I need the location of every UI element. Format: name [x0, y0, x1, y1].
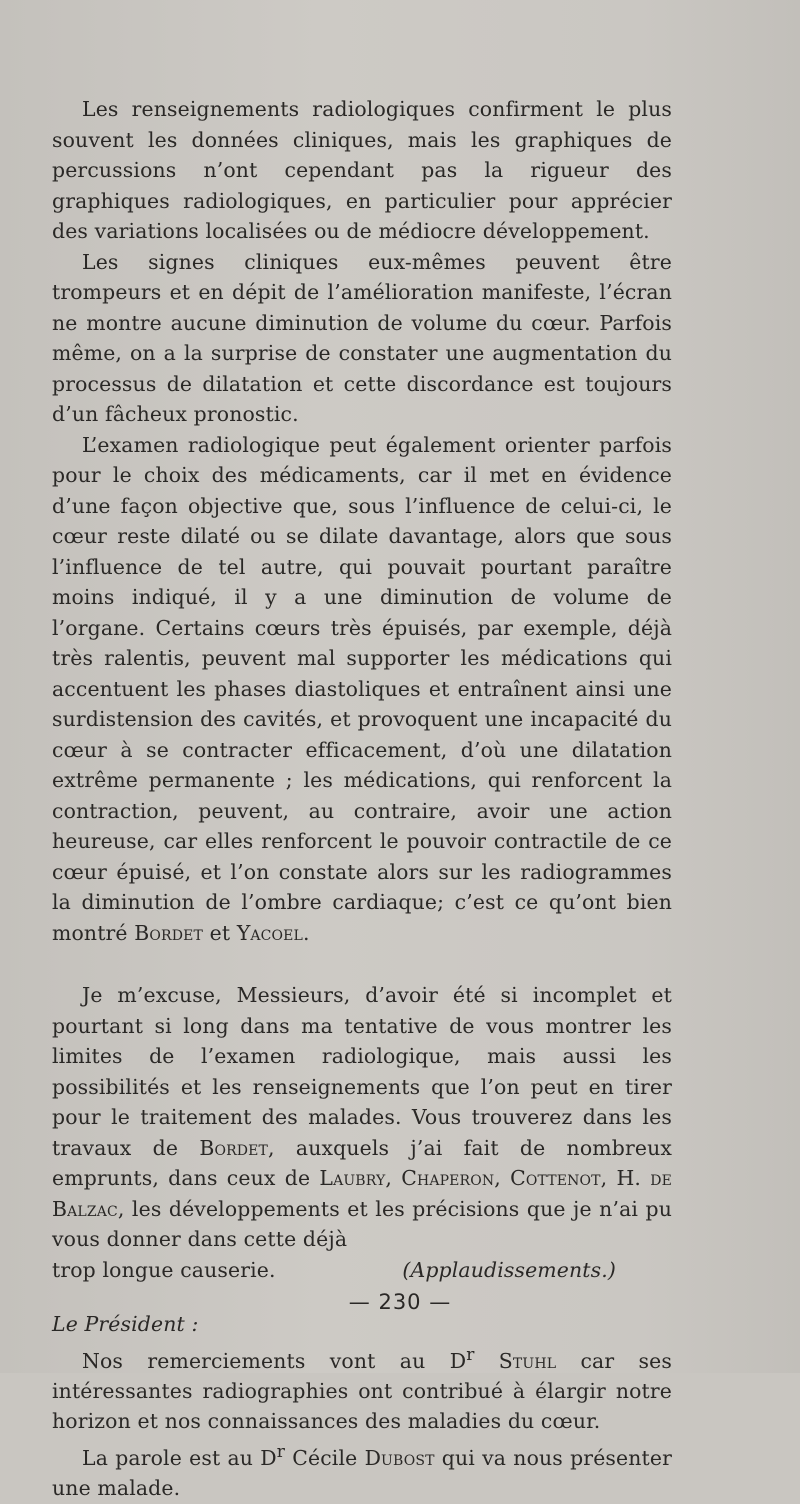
author-cottenot: Cottenot	[510, 1166, 601, 1190]
author-chaperon: Chaperon	[401, 1166, 495, 1190]
p4-text-6: , les développements et les précisions que je n’ai pu vous donner dans cette déjà	[52, 1196, 672, 1251]
paragraph-4	[52, 980, 672, 1255]
author-dubost: Dubost	[364, 1445, 435, 1470]
period: .	[303, 920, 310, 945]
paragraph-2: Les signes cliniques eux-mêmes peuvent être trompeurs et en dépit de l’amélioration manifeste, l’écran ne montre aucune diminution de volume du cœur. Parfois même, on a la surprise de constater une augmentation du processus de dilatation et cette discordance est toujours d’un fâcheux pronostic.	[52, 249, 672, 426]
p4-text-4: ,	[494, 1166, 511, 1190]
paragraph-1: Les renseignements radiologiques confirment le plus souvent les données cliniques, mais les graphiques de percussions n’ont cependant pas la rigueur des graphiques radiologiques, en particulier pour apprécier des variations localisées ou de médiocre développement.	[52, 97, 672, 243]
conjunction: et	[202, 920, 237, 945]
paragraph-4-closing	[52, 1255, 672, 1286]
applause-note: (Applaudissements.)	[402, 1257, 616, 1282]
p5-text-2: car ses intéressantes radiographies ont contribué à élargir notre horizon et nos connaissances des maladies du cœur.	[52, 1348, 673, 1434]
doctor-superscript: r	[466, 1344, 475, 1365]
author-stuhl: Stuhl	[498, 1348, 557, 1373]
author-bordet: Bordet	[134, 920, 203, 945]
p6-text-1: La parole est au D	[82, 1445, 277, 1470]
p4-text-5: , H.	[600, 1166, 651, 1190]
paragraph-6	[52, 1437, 672, 1504]
closing-text: trop longue causerie.	[52, 1257, 276, 1282]
page-number: — 230 —	[348, 1290, 452, 1314]
speaker-label: Le Président :	[52, 1312, 199, 1336]
p6-text-2: Cécile	[285, 1445, 365, 1470]
p5-text-1: Nos remerciements vont au D	[82, 1348, 467, 1373]
paragraph-3-text: L’examen radiologique peut également orienter parfois pour le choix des médicaments, car il met en évidence d’une façon objective que, sous l’influence de celui-ci, le cœur reste dilaté ou se dilate davantage, alors que sous l’influence de tel autre, qui pouvait pourtant paraître moins indiqué, il y a une diminution de volume de l’organe. Certains cœurs très épuisés, par exemple, déjà très ralentis, peuvent mal supporter les médications qui accentuent les phases diastoliques et entraînent ainsi une surdistension des cavités, et provoquent une incapacité du cœur à se contracter efficacement, d’où une dilatation extrême permanente ; les médications, qui renforcent la contraction, peuvent, au contraire, avoir une action heureuse, car elles renforcent le pouvoir contractile de ce cœur épuisé, et l’on constate alors sur les radiogrammes la diminution de l’ombre cardiaque; c’est ce qu’ont bien montré	[52, 432, 672, 945]
author-yacoel: Yacoel	[236, 920, 303, 945]
paragraph-5	[52, 1340, 672, 1437]
p4-text-2: , auxquels j’ai fait de nombreux emprunts, dans ceux de	[52, 1135, 673, 1190]
section-gap	[52, 948, 672, 980]
p4-text-1: Je m’excuse, Messieurs, d’avoir été si incomplet et pourtant si long dans ma tentative de vous montrer les limites de l’examen radiologique, mais aussi les possibilités et les renseignements que l’on peut en tirer pour le traitement des malades. Vous trouverez dans les travaux de	[52, 983, 672, 1160]
paragraph-3	[52, 430, 672, 949]
author-de-balzac: de Balzac	[52, 1166, 673, 1221]
author-laubry: Laubry	[319, 1166, 386, 1190]
author-bordet-2: Bordet	[199, 1135, 269, 1160]
doctor-superscript-2: r	[276, 1441, 286, 1462]
p6-text-3: qui va nous présenter une malade.	[52, 1445, 672, 1501]
p4-text-3: ,	[385, 1166, 402, 1190]
